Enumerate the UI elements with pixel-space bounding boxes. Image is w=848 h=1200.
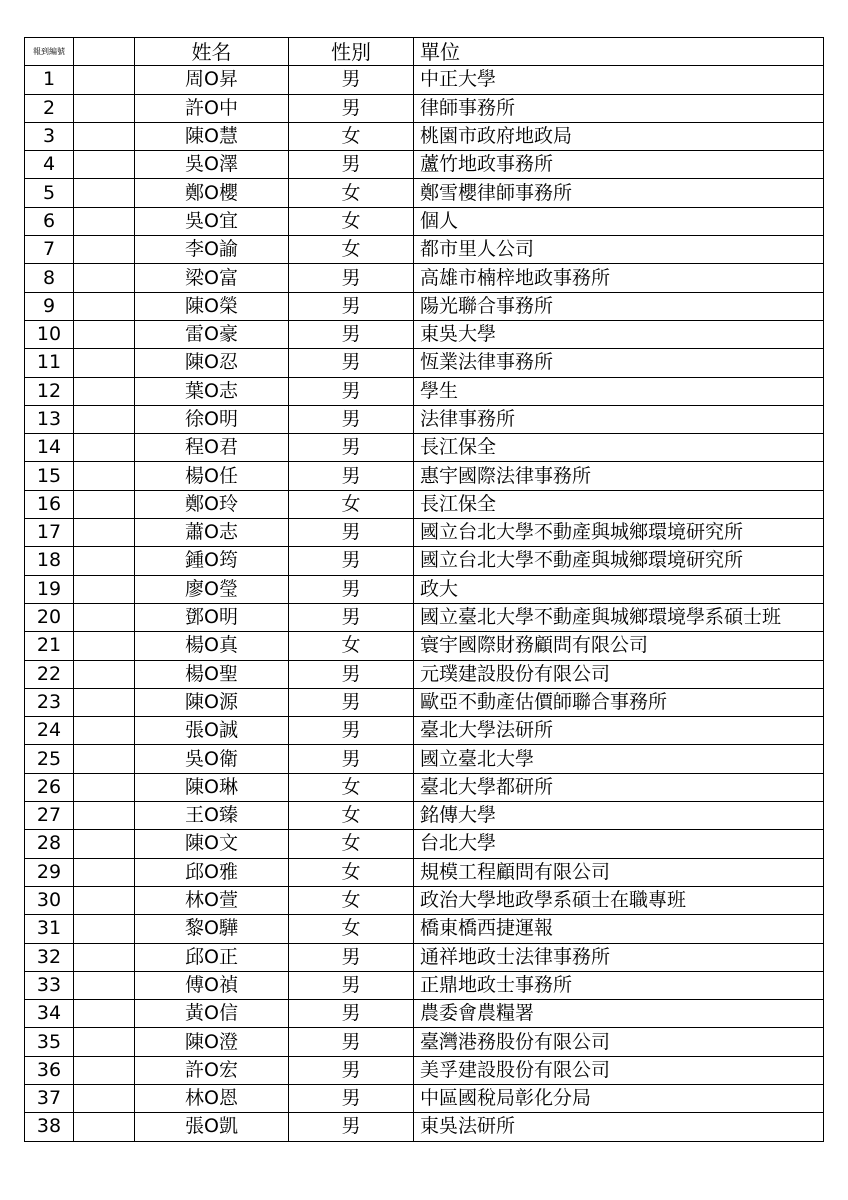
row-blank [74,349,135,377]
row-blank [74,377,135,405]
row-gender: 男 [289,943,414,971]
table-row [25,688,824,716]
row-gender: 女 [289,122,414,150]
table-row [25,405,824,433]
row-name: 許O中 [135,94,289,122]
row-gender: 男 [289,377,414,405]
row-unit: 惠宇國際法律事務所 [414,462,824,490]
row-name: 鄧O明 [135,603,289,631]
table-row [25,660,824,688]
row-blank [74,320,135,348]
row-gender: 女 [289,179,414,207]
row-blank [74,1056,135,1084]
row-blank [74,292,135,320]
row-unit: 長江保全 [414,434,824,462]
table-row [25,236,824,264]
table-row [25,773,824,801]
table-row [25,717,824,745]
row-number: 9 [25,292,74,320]
row-number: 5 [25,179,74,207]
row-unit: 中區國稅局彰化分局 [414,1084,824,1112]
row-gender: 男 [289,292,414,320]
row-number: 34 [25,1000,74,1028]
row-unit: 規模工程顧問有限公司 [414,858,824,886]
row-unit: 蘆竹地政事務所 [414,151,824,179]
row-number: 37 [25,1084,74,1112]
table-row [25,603,824,631]
row-unit: 台北大學 [414,830,824,858]
row-blank [74,858,135,886]
row-number: 4 [25,151,74,179]
row-blank [74,745,135,773]
row-name: 周O昇 [135,66,289,94]
row-unit: 個人 [414,207,824,235]
row-gender: 女 [289,632,414,660]
row-unit: 臺灣港務股份有限公司 [414,1028,824,1056]
row-number: 23 [25,688,74,716]
row-gender: 男 [289,971,414,999]
row-blank [74,773,135,801]
header-checkin-number: 報到編號 [25,38,74,66]
row-number: 31 [25,915,74,943]
row-gender: 男 [289,1056,414,1084]
row-number: 26 [25,773,74,801]
table-row [25,122,824,150]
table-row [25,943,824,971]
table-row [25,94,824,122]
row-name: 陳O源 [135,688,289,716]
row-unit: 國立臺北大學不動產與城鄉環境學系碩士班 [414,603,824,631]
row-unit: 美孚建設股份有限公司 [414,1056,824,1084]
row-unit: 政大 [414,575,824,603]
row-gender: 女 [289,915,414,943]
row-unit: 銘傳大學 [414,802,824,830]
row-gender: 男 [289,320,414,348]
row-number: 35 [25,1028,74,1056]
row-name: 蕭O志 [135,519,289,547]
header-blank [74,38,135,66]
row-gender: 女 [289,858,414,886]
row-name: 楊O真 [135,632,289,660]
row-name: 楊O聖 [135,660,289,688]
row-name: 王O臻 [135,802,289,830]
row-gender: 女 [289,490,414,518]
row-number: 25 [25,745,74,773]
row-unit: 國立台北大學不動產與城鄉環境研究所 [414,519,824,547]
row-number: 30 [25,886,74,914]
row-name: 陳O文 [135,830,289,858]
row-number: 27 [25,802,74,830]
table-row [25,349,824,377]
row-unit: 東吳大學 [414,320,824,348]
row-gender: 男 [289,1113,414,1141]
row-unit: 鄭雪櫻律師事務所 [414,179,824,207]
row-gender: 男 [289,1084,414,1112]
row-blank [74,1028,135,1056]
row-unit: 高雄市楠梓地政事務所 [414,264,824,292]
row-gender: 男 [289,66,414,94]
row-name: 林O恩 [135,1084,289,1112]
table-row [25,66,824,94]
row-name: 陳O榮 [135,292,289,320]
row-number: 15 [25,462,74,490]
row-name: 楊O任 [135,462,289,490]
table-row [25,1056,824,1084]
row-name: 陳O忍 [135,349,289,377]
table-row [25,830,824,858]
row-name: 陳O琳 [135,773,289,801]
row-name: 鍾O筠 [135,547,289,575]
row-blank [74,660,135,688]
row-name: 傅O禎 [135,971,289,999]
row-gender: 女 [289,886,414,914]
row-unit: 正鼎地政士事務所 [414,971,824,999]
row-number: 19 [25,575,74,603]
row-number: 8 [25,264,74,292]
row-blank [74,1084,135,1112]
table-row [25,1084,824,1112]
table-row [25,179,824,207]
row-name: 陳O慧 [135,122,289,150]
row-unit: 恆業法律事務所 [414,349,824,377]
table-row [25,320,824,348]
row-number: 10 [25,320,74,348]
row-blank [74,94,135,122]
row-blank [74,915,135,943]
row-name: 吳O衛 [135,745,289,773]
row-name: 林O萱 [135,886,289,914]
table-row [25,547,824,575]
table-row [25,802,824,830]
row-blank [74,236,135,264]
row-name: 黃O信 [135,1000,289,1028]
row-name: 鄭O櫻 [135,179,289,207]
header-unit: 單位 [414,38,824,66]
table-row [25,1113,824,1141]
row-blank [74,971,135,999]
row-blank [74,462,135,490]
row-blank [74,688,135,716]
row-gender: 男 [289,434,414,462]
row-blank [74,434,135,462]
row-unit: 歐亞不動產估價師聯合事務所 [414,688,824,716]
row-unit: 中正大學 [414,66,824,94]
row-unit: 橋東橋西捷運報 [414,915,824,943]
row-blank [74,405,135,433]
row-gender: 女 [289,773,414,801]
row-unit: 寰宇國際財務顧問有限公司 [414,632,824,660]
row-number: 12 [25,377,74,405]
row-blank [74,490,135,518]
row-gender: 男 [289,603,414,631]
row-gender: 男 [289,717,414,745]
row-unit: 農委會農糧署 [414,1000,824,1028]
row-number: 36 [25,1056,74,1084]
header-name: 姓名 [135,38,289,66]
row-number: 20 [25,603,74,631]
row-gender: 男 [289,264,414,292]
row-name: 邱O雅 [135,858,289,886]
row-blank [74,151,135,179]
row-gender: 男 [289,94,414,122]
row-number: 32 [25,943,74,971]
row-number: 33 [25,971,74,999]
row-gender: 男 [289,575,414,603]
row-number: 14 [25,434,74,462]
table-row [25,632,824,660]
row-unit: 元璞建設股份有限公司 [414,660,824,688]
row-blank [74,717,135,745]
row-name: 鄭O玲 [135,490,289,518]
row-name: 吳O澤 [135,151,289,179]
table-row [25,1028,824,1056]
table-row [25,264,824,292]
table-row [25,377,824,405]
row-blank [74,603,135,631]
row-number: 28 [25,830,74,858]
table-row [25,886,824,914]
row-gender: 女 [289,207,414,235]
row-blank [74,264,135,292]
row-number: 21 [25,632,74,660]
row-name: 葉O志 [135,377,289,405]
row-name: 李O諭 [135,236,289,264]
row-number: 29 [25,858,74,886]
row-unit: 政治大學地政學系碩士在職專班 [414,886,824,914]
row-name: 陳O澄 [135,1028,289,1056]
table-row [25,971,824,999]
row-number: 38 [25,1113,74,1141]
row-unit: 東吳法研所 [414,1113,824,1141]
row-name: 邱O正 [135,943,289,971]
row-gender: 男 [289,519,414,547]
row-unit: 都市里人公司 [414,236,824,264]
row-number: 13 [25,405,74,433]
row-number: 7 [25,236,74,264]
row-number: 18 [25,547,74,575]
row-blank [74,1000,135,1028]
row-blank [74,802,135,830]
row-gender: 男 [289,547,414,575]
table-row [25,490,824,518]
row-gender: 女 [289,236,414,264]
row-name: 徐O明 [135,405,289,433]
table-row [25,575,824,603]
row-blank [74,122,135,150]
row-gender: 男 [289,1028,414,1056]
row-blank [74,519,135,547]
row-blank [74,886,135,914]
row-name: 梁O富 [135,264,289,292]
row-number: 22 [25,660,74,688]
row-blank [74,66,135,94]
row-gender: 男 [289,688,414,716]
row-unit: 臺北大學法研所 [414,717,824,745]
row-unit: 法律事務所 [414,405,824,433]
row-blank [74,179,135,207]
row-name: 張O誠 [135,717,289,745]
row-blank [74,830,135,858]
table-row [25,745,824,773]
row-unit: 律師事務所 [414,94,824,122]
row-number: 24 [25,717,74,745]
row-gender: 男 [289,405,414,433]
header-gender: 性別 [289,38,414,66]
row-name: 雷O豪 [135,320,289,348]
row-name: 程O君 [135,434,289,462]
row-blank [74,1113,135,1141]
row-blank [74,575,135,603]
table-row [25,151,824,179]
row-name: 張O凱 [135,1113,289,1141]
row-number: 6 [25,207,74,235]
row-name: 吳O宜 [135,207,289,235]
row-name: 廖O瑩 [135,575,289,603]
row-number: 11 [25,349,74,377]
row-unit: 陽光聯合事務所 [414,292,824,320]
row-number: 2 [25,94,74,122]
attendee-table [24,37,824,1142]
row-unit: 通祥地政士法律事務所 [414,943,824,971]
table-row [25,292,824,320]
row-blank [74,547,135,575]
row-unit: 國立台北大學不動產與城鄉環境研究所 [414,547,824,575]
row-gender: 男 [289,462,414,490]
row-gender: 男 [289,660,414,688]
table-row [25,519,824,547]
row-gender: 女 [289,830,414,858]
table-row [25,462,824,490]
table-row [25,434,824,462]
row-number: 1 [25,66,74,94]
row-unit: 桃園市政府地政局 [414,122,824,150]
row-blank [74,207,135,235]
row-blank [74,943,135,971]
table-row [25,1000,824,1028]
row-gender: 女 [289,802,414,830]
row-gender: 男 [289,1000,414,1028]
table-row [25,858,824,886]
row-gender: 男 [289,745,414,773]
table-header-row [25,38,824,66]
row-number: 17 [25,519,74,547]
table-row [25,207,824,235]
table-row [25,915,824,943]
row-number: 16 [25,490,74,518]
row-unit: 臺北大學都研所 [414,773,824,801]
row-gender: 男 [289,151,414,179]
row-gender: 男 [289,349,414,377]
row-name: 許O宏 [135,1056,289,1084]
row-number: 3 [25,122,74,150]
row-name: 黎O驊 [135,915,289,943]
row-unit: 國立臺北大學 [414,745,824,773]
row-unit: 長江保全 [414,490,824,518]
row-blank [74,632,135,660]
row-unit: 學生 [414,377,824,405]
